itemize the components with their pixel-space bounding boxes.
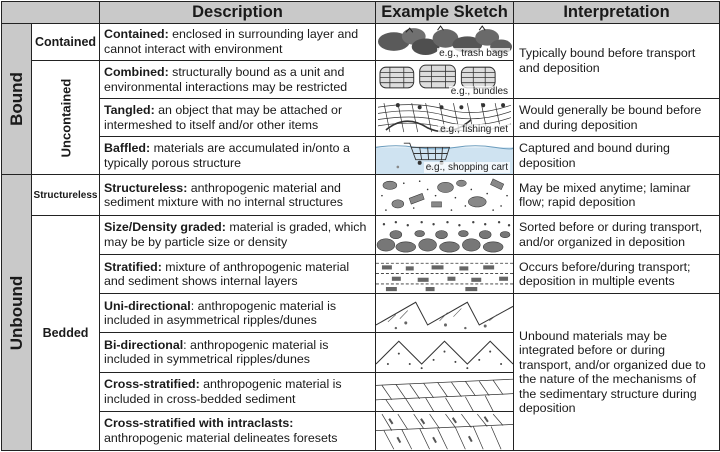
row-description: [100, 333, 376, 372]
row-description: [100, 294, 376, 333]
row-term: Baffled:: [104, 141, 151, 156]
row-description: [100, 137, 376, 175]
structureless-illustration: [376, 175, 513, 214]
uncontained-cell: [32, 60, 100, 175]
row-description: [100, 60, 376, 98]
row-description: [100, 215, 376, 254]
row-text: structurally bound as a unit and environmental interactions may be restricted: [104, 65, 348, 94]
interpretation-structureless: May be mixed anytime; laminar flow; rapid deposition: [514, 175, 720, 215]
sketch-structureless: [376, 175, 514, 215]
row-text: material is graded, which may be by particle size or density: [104, 220, 367, 249]
example-label: e.g., bundles: [450, 86, 508, 98]
table-row: [2, 99, 720, 137]
uncontained-label: Uncontained: [58, 78, 73, 158]
row-description: [100, 23, 376, 60]
corner-cell: [2, 2, 100, 24]
example-label: e.g., trash bags: [439, 47, 508, 59]
row-term: Bi-directional: [104, 337, 184, 352]
sketch-graded: [376, 215, 514, 254]
row-term: Tangled:: [104, 103, 155, 118]
row-description: [100, 411, 376, 450]
sketch-fishing-net: [376, 99, 514, 137]
interpretation-contained-combined: Typically bound before transport and deposition: [514, 23, 720, 98]
table-row: [2, 215, 720, 254]
cross-stratified-illustration: [376, 373, 513, 411]
contained-label: Contained: [32, 23, 100, 60]
sketch-cross-stratified: [376, 372, 514, 411]
row-term: Structureless:: [104, 180, 188, 195]
interpretation-tangled: Would generally be bound before and during deposition: [514, 99, 720, 137]
row-term: Cross-stratified with intraclasts:: [104, 416, 294, 431]
header-row: [2, 2, 720, 24]
interpretation-stratified: Occurs before/during transport; deposition in multiple events: [514, 254, 720, 293]
row-term: Uni-directional: [104, 298, 191, 313]
interpretation-baffled: Captured and bound during deposition: [514, 137, 720, 175]
row-text: anthropogenic material is included in cross-bedded sediment: [104, 377, 342, 406]
bedded-label: Bedded: [32, 215, 100, 450]
sketch-uni-directional: [376, 294, 514, 333]
unbound-group-cell: [2, 175, 32, 451]
interpretation-graded: Sorted before or during transport, and/or organized in deposition: [514, 215, 720, 254]
row-term: Cross-stratified:: [104, 377, 200, 392]
row-description: [100, 175, 376, 215]
cross-stratified-intraclasts-illustration: [376, 412, 513, 450]
structureless-label: Structureless: [32, 175, 100, 215]
stratified-illustration: [376, 255, 513, 293]
graded-illustration: [376, 216, 513, 254]
row-term: Stratified:: [104, 259, 162, 274]
uni-directional-illustration: [376, 294, 513, 332]
interpretation-bedded: Unbound materials may be integrated before or during transport, and/or organized due to the nature of the mechanisms of the sedimentary structure during deposition: [514, 294, 720, 451]
sketch-shopping-cart: [376, 137, 514, 175]
interpretation-header: Interpretation: [514, 2, 720, 24]
row-term: Combined:: [104, 65, 169, 80]
row-text: materials are accumulated in/onto a typically porous structure: [104, 141, 350, 170]
bound-group-cell: [2, 23, 32, 175]
classification-table: [1, 1, 720, 451]
row-term: Size/Density graded:: [104, 220, 226, 235]
table-row: [2, 254, 720, 293]
bi-directional-illustration: [376, 333, 513, 371]
row-text: an object that may be attached or intermeshed to itself and/or other items: [104, 103, 343, 132]
table-row: [2, 294, 720, 333]
row-text: : anthropogenic material is included in asymmetrical ripples/dunes: [104, 298, 337, 328]
bound-label: Bound: [6, 72, 26, 127]
example-label: e.g., fishing net: [440, 124, 508, 136]
unbound-label: Unbound: [6, 275, 26, 351]
sketch-stratified: [376, 254, 514, 293]
sketch-cross-stratified-intraclasts: [376, 411, 514, 450]
sketch-header: Example Sketch: [376, 2, 514, 24]
row-text: enclosed in surrounding layer and cannot interact with environment: [104, 27, 359, 56]
row-text: mixture of anthropogenic material and sediment shows internal layers: [104, 259, 350, 288]
row-text: anthropogenic material and sediment mixture with no internal structures: [104, 180, 343, 210]
table-row: [2, 175, 720, 215]
row-description: [100, 372, 376, 411]
table-row: [2, 23, 720, 60]
example-label: e.g., shopping cart: [425, 162, 508, 174]
row-term: Contained:: [104, 27, 169, 42]
table-row: [2, 137, 720, 175]
row-description: [100, 254, 376, 293]
description-header: Description: [100, 2, 376, 24]
row-text: anthropogenic material delineates foresets: [104, 430, 338, 445]
sketch-bi-directional: [376, 333, 514, 372]
sketch-trash-bags: [376, 23, 514, 60]
row-description: [100, 99, 376, 137]
sketch-bundles: [376, 60, 514, 98]
row-text: : anthropogenic material is included in symmetrical ripples/dunes: [104, 337, 329, 367]
